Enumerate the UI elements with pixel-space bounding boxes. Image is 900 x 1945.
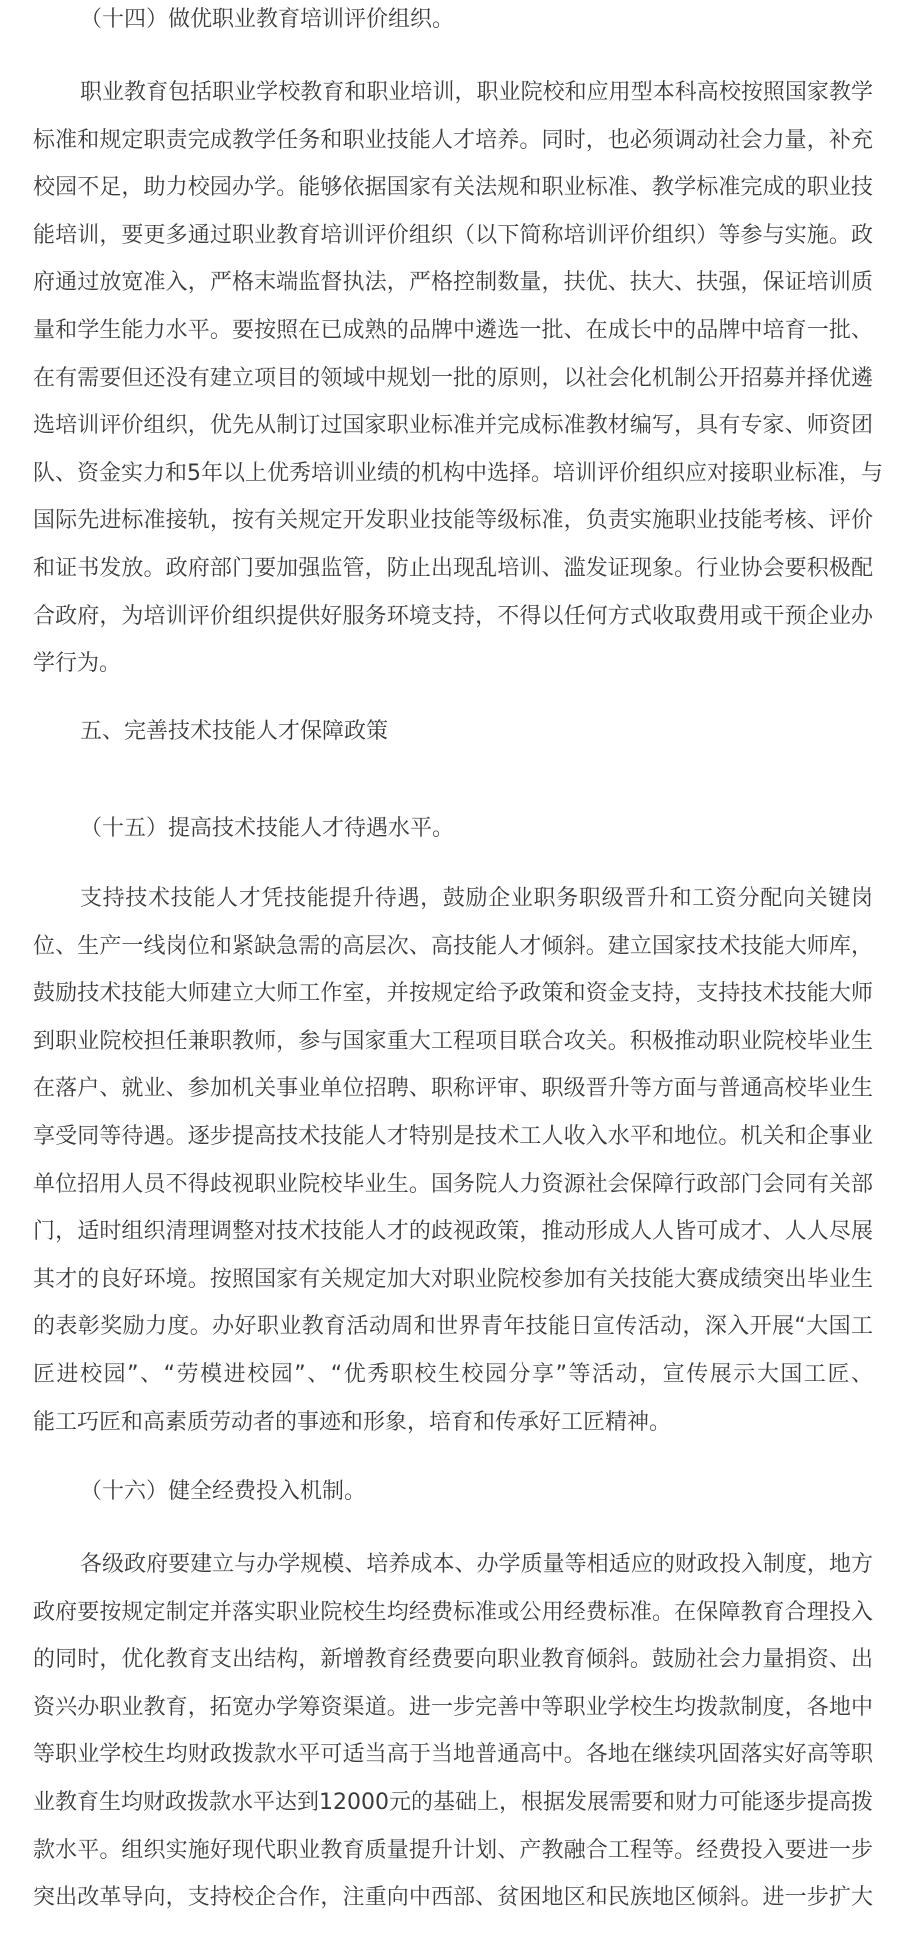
paragraph-line: 选培训评价组织，优先从制订过国家职业标准并完成标准教材编写，具有专家、师资团 — [33, 413, 873, 439]
paragraph-line: 能工巧匠和高素质劳动者的事迹和形象，培育和传承好工匠精神。 — [33, 1409, 672, 1435]
section-15-paragraph — [33, 875, 873, 1446]
paragraph-line: 府通过放宽准入，严格末端监督执法，严格控制数量，扶优、扶大、扶强，保证培训质 — [33, 270, 873, 296]
paragraph-line: 校园不足，助力校园办学。能够依据国家有关法规和职业标准、教学标准完成的职业技 — [33, 175, 873, 201]
paragraph-line: 在落户、就业、参加机关事业单位招聘、职称评审、职级晋升等方面与普通高校毕业生 — [33, 1076, 873, 1102]
paragraph-line: 和证书发放。政府部门要加强监管，防止出现乱培训、滥发证现象。行业协会要积极配 — [33, 555, 873, 581]
paragraph-line: 其才的良好环境。按照国家有关规定加大对职业院校参加有关技能大赛成绩突出毕业生 — [33, 1266, 873, 1292]
paragraph-line: 的同时，优化教育支出结构，新增教育经费要向职业教育倾斜。鼓励社会力量捐资、出 — [33, 1647, 873, 1673]
section-16-heading: （十六）健全经费投入机制。 — [80, 1479, 367, 1504]
paragraph-line: 单位招用人员不得歧视职业院校毕业生。国务院人力资源社会保障行政部门会同有关部 — [33, 1171, 873, 1197]
paragraph-line: 量和学生能力水平。要按照在已成熟的品牌中遴选一批、在成长中的品牌中培育一批、 — [33, 317, 873, 343]
paragraph-line: 等职业学校生均财政拨款水平可适当高于当地普通高中。各地在继续巩固落实好高等职 — [33, 1742, 873, 1768]
section-15-heading: （十五）提高技术技能人才待遇水平。 — [80, 816, 455, 841]
paragraph-line: 的表彰奖励力度。办好职业教育活动周和世界青年技能日宣传活动，深入开展“大国工 — [33, 1314, 873, 1340]
paragraph-line: 匠进校园”、“劳模进校园”、“优秀职校生校园分享”等活动，宣传展示大国工匠、 — [33, 1361, 873, 1387]
section-16-paragraph — [33, 1541, 873, 1922]
paragraph-line: 各级政府要建立与办学规模、培养成本、办学质量等相适应的财政投入制度，地方 — [80, 1552, 873, 1577]
paragraph-line: 支持技术技能人才凭技能提升待遇，鼓励企业职务职级晋升和工资分配向关键岗 — [80, 886, 873, 911]
section-14-heading: （十四）做优职业教育培训评价组织。 — [80, 7, 455, 32]
paragraph-line: 政府要按规定制定并落实职业院校生均经费标准或公用经费标准。在保障教育合理投入 — [33, 1599, 873, 1625]
paragraph-line: 在有需要但还没有建立项目的领域中规划一批的原则，以社会化机制公开招募并择优遴 — [33, 365, 873, 391]
paragraph-line: 突出改革导向，支持校企合作，注重向中西部、贫困地区和民族地区倾斜。进一步扩大 — [33, 1885, 873, 1911]
paragraph-line: 学行为。 — [33, 651, 122, 677]
paragraph-line: 位、生产一线岗位和紧缺急需的高层次、高技能人才倾斜。建立国家技术技能大师库， — [33, 933, 873, 959]
paragraph-line: 到职业院校担任兼职教师，参与国家重大工程项目联合攻关。积极推动职业院校毕业生 — [33, 1028, 873, 1054]
paragraph-line: 业教育生均财政拨款水平达到12000元的基础上，根据发展需要和财力可能逐步提高拨 — [33, 1789, 873, 1815]
paragraph-line: 资兴办职业教育，拓宽办学筹资渠道。进一步完善中等职业学校生均拨款制度，各地中 — [33, 1694, 873, 1720]
paragraph-line: 合政府，为培训评价组织提供好服务环境支持，不得以任何方式收取费用或干预企业办 — [33, 603, 873, 629]
paragraph-line: 国际先进标准接轨，按有关规定开发职业技能等级标准，负责实施职业技能考核、评价 — [33, 508, 873, 534]
paragraph-line: 队、资金实力和5年以上优秀培训业绩的机构中选择。培训评价组织应对接职业标准，与 — [33, 460, 883, 486]
paragraph-line: 能培训，要更多通过职业教育培训评价组织（以下简称培训评价组织）等参与实施。政 — [33, 222, 873, 248]
paragraph-line: 标准和规定职责完成教学任务和职业技能人才培养。同时，也必须调动社会力量，补充 — [33, 127, 873, 153]
section-14-paragraph — [33, 69, 883, 688]
paragraph-line: 职业教育包括职业学校教育和职业培训，职业院校和应用型本科高校按照国家教学 — [80, 80, 873, 105]
part-5-heading: 五、完善技术技能人才保障政策 — [80, 719, 389, 744]
paragraph-line: 鼓励技术技能大师建立大师工作室，并按规定给予政策和资金支持，支持技术技能大师 — [33, 981, 873, 1007]
paragraph-line: 款水平。组织实施好现代职业教育质量提升计划、产教融合工程等。经费投入要进一步 — [33, 1837, 873, 1863]
paragraph-line: 享受同等待遇。逐步提高技术技能人才特别是技术工人收入水平和地位。机关和企事业 — [33, 1123, 873, 1149]
paragraph-line: 门，适时组织清理调整对技术技能人才的歧视政策，推动形成人人皆可成才、人人尽展 — [33, 1219, 873, 1245]
